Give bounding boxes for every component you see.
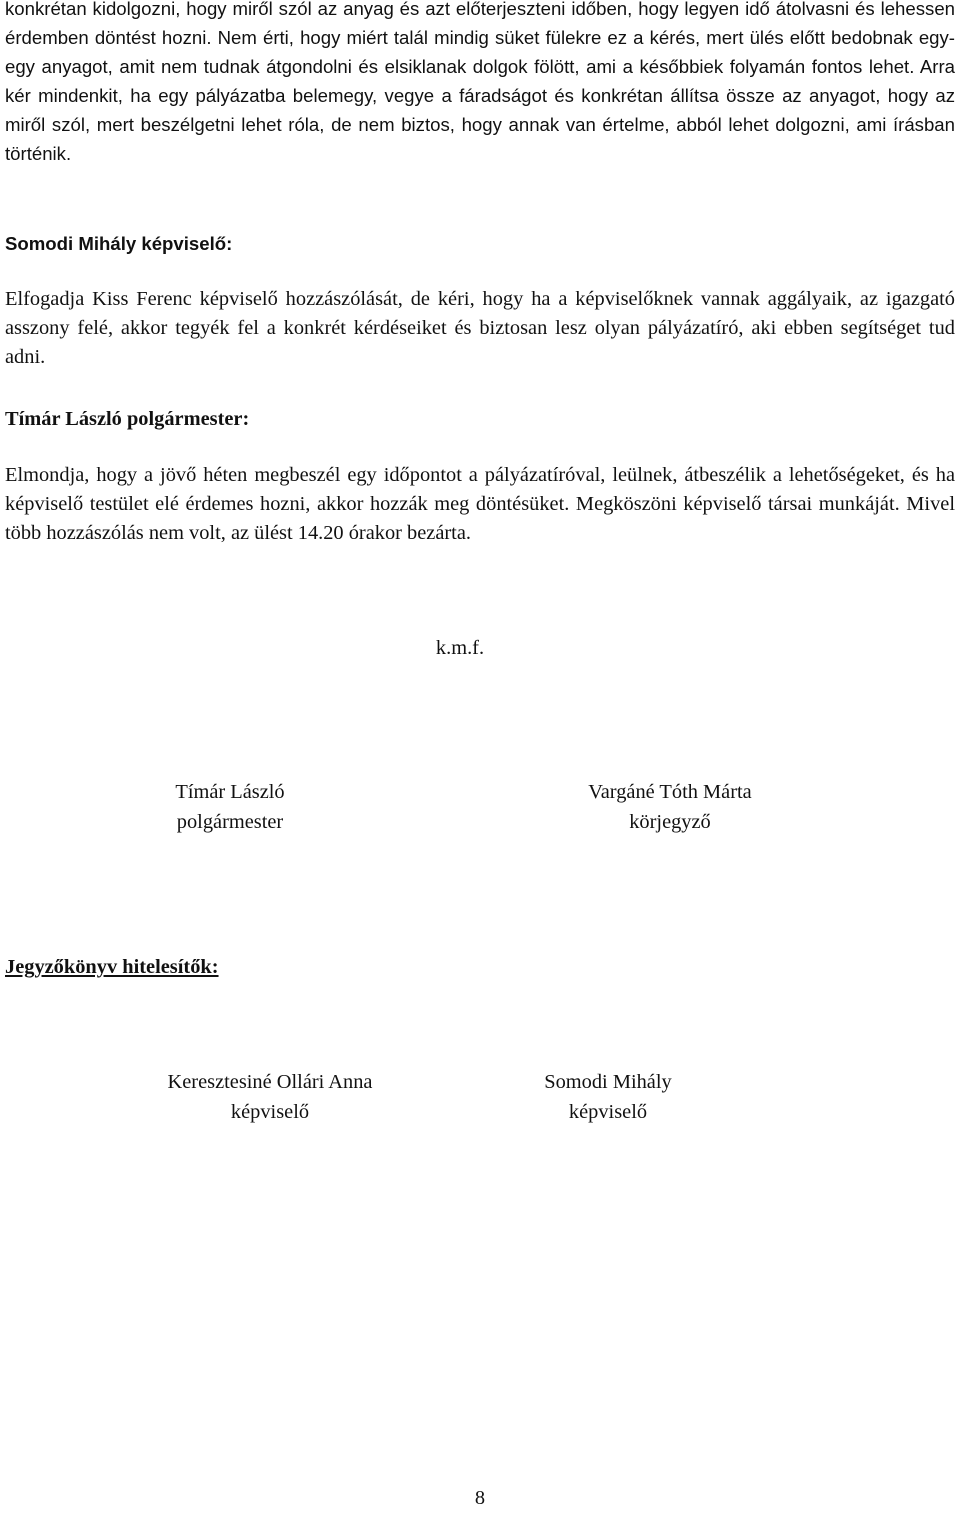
signature-name: Somodi Mihály <box>544 1071 672 1093</box>
signature-name: Keresztesiné Ollári Anna <box>167 1071 373 1093</box>
signature-role: képviselő <box>230 1101 310 1123</box>
speaker-text-somodi: Elfogadja Kiss Ferenc képviselő hozzászólását, de kéri, hogy ha a képviselőknek vannak aggályaik, az igazgató asszony felé, akkor tegyék fel a konkrét kérdéseiket és biztosan lesz olyan pályázatíró, aki ebben segítséget tud adni. <box>5 288 955 368</box>
page-number: 8 <box>474 1487 486 1509</box>
authenticators-heading: Jegyzőkönyv hitelesítők: <box>5 956 219 978</box>
signature-mayor <box>110 777 350 837</box>
signature-name: Tímár László <box>175 781 285 803</box>
signature-role: képviselő <box>568 1101 648 1123</box>
signature-role: polgármester <box>176 811 284 833</box>
kmf-label: k.m.f. <box>435 637 485 659</box>
signature-role: körjegyző <box>629 811 711 833</box>
speaker-heading-timar: Tímár László polgármester: <box>5 408 250 430</box>
authenticator-1 <box>110 1067 430 1127</box>
speaker-text-timar: Elmondja, hogy a jövő héten megbeszél egy időpontot a pályázatíróval, leülnek, átbeszélik a lehetőségeket, és ha képviselő testület elé érdemes hozni, akkor hozzák meg döntésüket. Megköszöni képviselő társai munkáját. Mivel több hozzászólás nem volt, az ülést 14.20 órakor bezárta. <box>5 464 955 544</box>
authenticator-2 <box>478 1067 738 1127</box>
signature-name: Vargáné Tóth Márta <box>588 781 752 803</box>
signature-notary <box>520 777 820 837</box>
speaker-heading-somodi: Somodi Mihály képviselő: <box>5 233 233 254</box>
intro-paragraph: konkrétan kidolgozni, hogy miről szól az anyag és azt előterjeszteni időben, hogy legyen idő átolvasni és lehessen érdemben döntést hozni. Nem érti, hogy miért talál mindig süket fülekre ez a kérés, mert ülés előtt bedobnak egy- egy anyagot, amit nem tudnak átgondolni és elsiklanak dolgok fölött, ami a későbbiek folyamán fontos lehet. Arra kér mindenkit, ha egy pályázatba belemegy, vegye a fáradságot és konkrétan állítsa össze az anyagot, hogy az miről szól, mert beszélgetni lehet róla, de nem biztos, hogy annak van értelme, abból lehet dolgozni, ami írásban történik. <box>5 0 955 164</box>
